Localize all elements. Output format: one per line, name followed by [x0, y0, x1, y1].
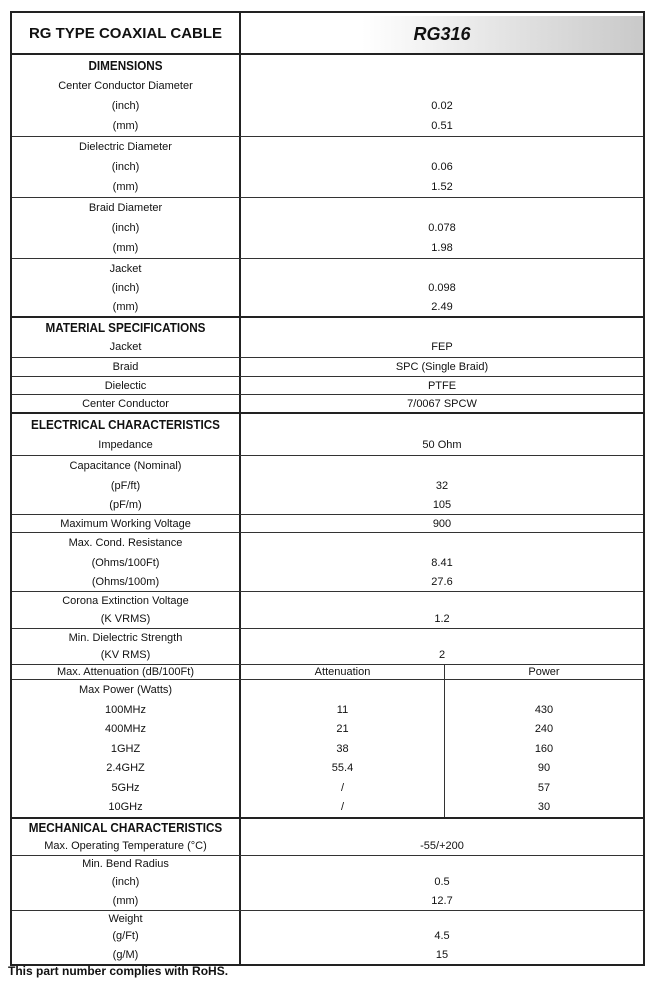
- dimensions-center: [12, 55, 643, 136]
- unit-label: (inch): [111, 100, 140, 112]
- value: -55/+200: [420, 839, 464, 852]
- material-center: [12, 394, 643, 412]
- unit-label: (mm): [112, 300, 139, 313]
- power-value: 160: [534, 742, 554, 755]
- row-label: Center Conductor Diameter: [58, 80, 193, 92]
- frequency-label: 400MHz: [105, 723, 146, 736]
- attenuation-table: [12, 679, 643, 817]
- cable-type-title: RG TYPE COAXIAL CABLE: [12, 13, 241, 53]
- value: 105: [432, 498, 452, 511]
- electrical-resistance: [12, 532, 643, 591]
- row-label: Dielectric Diameter: [79, 141, 172, 153]
- section-title: MECHANICAL CHARACTERISTICS: [28, 820, 223, 835]
- unit-label: (g/Ft): [112, 929, 139, 942]
- row-label: Braid Diameter: [88, 202, 163, 214]
- row-label: Corona Extinction Voltage: [62, 595, 189, 607]
- power-value: 90: [537, 762, 551, 775]
- unit-label: (g/M): [112, 948, 139, 961]
- value: 12.7: [431, 894, 453, 907]
- power-value: 240: [534, 723, 554, 736]
- row-label: Max. Operating Temperature (°C): [44, 839, 207, 852]
- value: 0.078: [428, 222, 456, 234]
- value: SPC (Single Braid): [395, 361, 489, 373]
- power-value: 57: [537, 781, 551, 794]
- row-label: Center Conductor: [82, 397, 169, 410]
- value: 2.49: [431, 300, 453, 313]
- power-value: 430: [534, 703, 554, 716]
- value: 1.98: [431, 242, 453, 254]
- row-label: Dielectic: [104, 379, 147, 392]
- unit-label: (inch): [111, 875, 140, 888]
- electrical-corona: [12, 591, 643, 628]
- unit-label: (Ohms/100m): [91, 575, 160, 588]
- frequency-label: 10GHz: [108, 801, 143, 814]
- unit-label: (inch): [111, 222, 140, 234]
- value: 900: [432, 517, 452, 530]
- section-title: ELECTRICAL CHARACTERISTICS: [31, 417, 220, 432]
- attenuation-value: /: [340, 801, 345, 814]
- value: 0.5: [434, 875, 450, 888]
- dimensions-dielectric: [12, 136, 643, 197]
- row-label: Jacket: [109, 341, 142, 353]
- attenuation-value: 21: [336, 723, 349, 736]
- value: 1.2: [434, 613, 450, 625]
- value: 8.41: [431, 556, 453, 569]
- value: 0.51: [431, 120, 453, 132]
- mechanical-weight: [12, 910, 643, 964]
- unit-label: (inch): [111, 281, 140, 294]
- column-header: Power: [528, 666, 560, 678]
- row-label: Maximum Working Voltage: [60, 517, 191, 530]
- row-label: Weight: [108, 912, 143, 925]
- row-label: Min. Bend Radius: [82, 858, 169, 870]
- value: 0.06: [431, 161, 453, 173]
- unit-label: (mm): [112, 181, 139, 193]
- unit-label: (K VRMS): [100, 613, 151, 625]
- unit-label: (mm): [112, 120, 139, 132]
- frequency-label: 100MHz: [105, 703, 146, 716]
- attenuation-value: 38: [336, 742, 349, 755]
- rohs-note: This part number complies with RoHS.: [8, 964, 229, 978]
- row-label: Max. Cond. Resistance: [68, 537, 183, 549]
- value: 50 Ohm: [422, 439, 462, 451]
- unit-label: (pF/ft): [110, 479, 141, 492]
- attenuation-value: /: [340, 781, 345, 794]
- table-header: [12, 13, 643, 55]
- electrical-voltage: [12, 514, 643, 532]
- row-label: Jacket: [109, 262, 142, 275]
- power-value: 30: [537, 801, 551, 814]
- row-label: Max. Attenuation (dB/100Ft): [57, 666, 194, 678]
- unit-label: (mm): [112, 242, 139, 254]
- value: 32: [435, 479, 449, 492]
- material-braid: [12, 357, 643, 376]
- unit-label: (pF/m): [109, 498, 142, 511]
- column-header: Attenuation: [314, 666, 371, 678]
- frequency-label: 1GHZ: [110, 742, 141, 755]
- unit-label: (Ohms/100Ft): [91, 556, 160, 569]
- spec-table: [10, 11, 645, 966]
- electrical-impedance: [12, 412, 643, 455]
- value: FEP: [431, 341, 453, 353]
- section-title: DIMENSIONS: [88, 58, 163, 73]
- mechanical-temp: [12, 817, 643, 855]
- mechanical-bend: [12, 855, 643, 910]
- value: 0.02: [431, 100, 453, 112]
- value: 0.098: [428, 281, 456, 294]
- attenuation-value: 55.4: [331, 762, 354, 775]
- row-label: Capacitance (Nominal): [69, 460, 182, 472]
- row-label: Max Power (Watts): [78, 684, 173, 696]
- value: 15: [435, 948, 449, 961]
- attenuation-value: 11: [336, 703, 349, 716]
- row-label: Braid: [112, 361, 139, 373]
- dimensions-jacket: [12, 258, 643, 316]
- electrical-dielectric-strength: [12, 628, 643, 664]
- value: 1.52: [431, 181, 453, 193]
- value: 7/0067 SPCW: [407, 397, 477, 410]
- attenuation-header: [12, 664, 643, 679]
- value: 4.5: [434, 929, 450, 942]
- material-jacket: [12, 316, 643, 357]
- value: 2: [438, 649, 446, 661]
- row-label: Min. Dielectric Strength: [68, 631, 183, 644]
- value: 27.6: [431, 575, 453, 588]
- electrical-capacitance: [12, 455, 643, 514]
- dimensions-braid: [12, 197, 643, 258]
- part-number: RG316: [241, 13, 643, 53]
- section-title: MATERIAL SPECIFICATIONS: [45, 320, 206, 335]
- unit-label: (mm): [112, 894, 139, 907]
- frequency-label: 5GHz: [111, 781, 140, 794]
- unit-label: (KV RMS): [100, 649, 151, 661]
- material-dielectric: [12, 376, 643, 394]
- row-label: Impedance: [98, 439, 153, 451]
- unit-label: (inch): [111, 161, 140, 173]
- value: PTFE: [427, 379, 457, 392]
- frequency-label: 2.4GHZ: [106, 762, 145, 775]
